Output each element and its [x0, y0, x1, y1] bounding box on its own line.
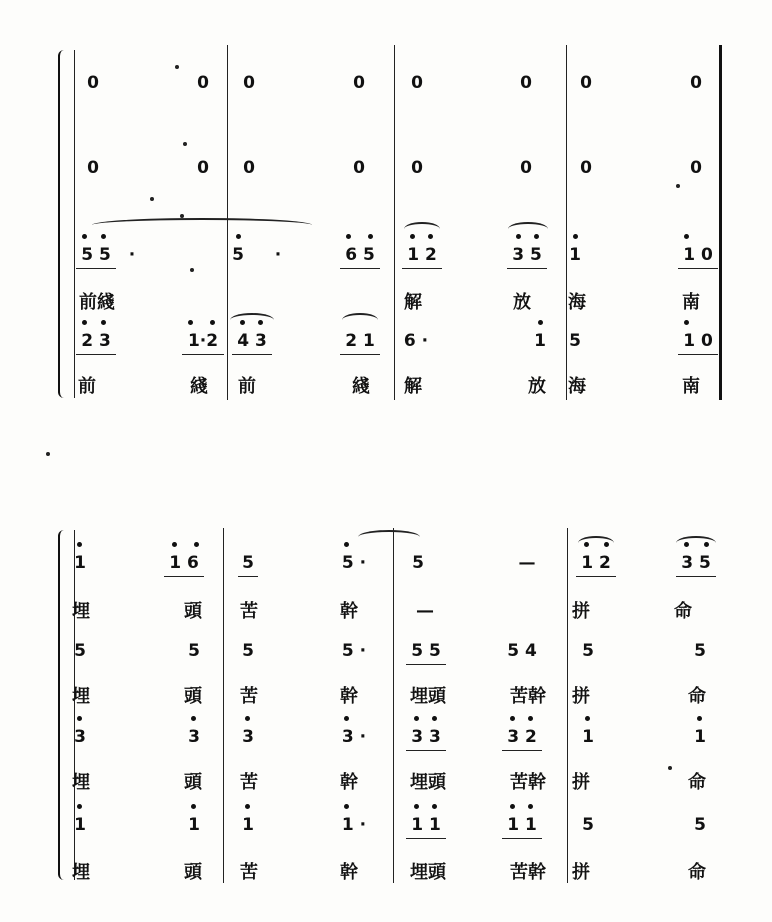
underline: [502, 750, 542, 751]
note: 1 0: [683, 331, 713, 351]
note: 1 2: [407, 245, 437, 265]
octave-dot: [191, 716, 196, 721]
print-speck: [190, 268, 194, 272]
note-row: [0, 810, 772, 840]
note: 1 1: [411, 815, 441, 835]
print-speck: [183, 142, 187, 146]
lyric-extension: —: [416, 599, 434, 621]
lyric: 南: [682, 292, 700, 313]
slur: [342, 313, 378, 327]
note: 5: [188, 641, 200, 661]
lyric: 埋: [72, 601, 90, 622]
lyric: 拼: [572, 601, 590, 622]
octave-dot: [684, 320, 689, 325]
lyric: 頭: [184, 601, 202, 622]
octave-dot: [510, 716, 515, 721]
underline: [676, 576, 716, 577]
octave-dot: [258, 320, 263, 325]
note-row: [0, 326, 772, 356]
slur: [358, 530, 420, 544]
underline: [576, 576, 616, 577]
lyric: 前綫: [79, 292, 115, 313]
note: 0: [690, 73, 702, 93]
lyric: 苦幹: [510, 686, 546, 707]
note: 0: [520, 73, 532, 93]
note: 1: [534, 331, 546, 351]
lyric: 埋: [72, 862, 90, 883]
score-system-2: [0, 500, 772, 922]
lyric: 苦: [240, 686, 258, 707]
underline: [406, 750, 446, 751]
note: 0: [411, 158, 423, 178]
lyric: 幹: [340, 601, 358, 622]
octave-dot: [432, 804, 437, 809]
octave-dot: [414, 804, 419, 809]
lyric: 埋頭: [410, 772, 446, 793]
slur: [508, 222, 548, 236]
octave-dot: [82, 234, 87, 239]
octave-dot: [516, 234, 521, 239]
octave-dot: [528, 716, 533, 721]
octave-dot: [414, 716, 419, 721]
underline: [76, 354, 116, 355]
note: 5 5: [411, 641, 441, 661]
underline: [232, 354, 272, 355]
note: 1: [242, 815, 254, 835]
note: 3 5: [681, 553, 711, 573]
note: 0: [690, 158, 702, 178]
octave-dot: [697, 716, 702, 721]
octave-dot: [584, 542, 589, 547]
lyric-row: [0, 856, 772, 886]
note: 1: [569, 245, 581, 265]
note: 1 6: [169, 553, 199, 573]
note: 0: [243, 158, 255, 178]
note: 5: [74, 641, 86, 661]
lyric: 頭: [184, 862, 202, 883]
lyric-row: [0, 286, 772, 316]
note: 2 3: [81, 331, 111, 351]
print-speck: [676, 184, 680, 188]
octave-dot: [684, 234, 689, 239]
note: 6 5: [345, 245, 375, 265]
octave-dot: [210, 320, 215, 325]
octave-dot: [368, 234, 373, 239]
lyric: 拼: [572, 772, 590, 793]
lyric: 苦: [240, 862, 258, 883]
note: 5 5: [81, 245, 111, 265]
note: 3 2: [507, 727, 537, 747]
note: 5 4: [507, 641, 537, 661]
octave-dot: [528, 804, 533, 809]
underline: [406, 838, 446, 839]
lyric: 埋: [72, 686, 90, 707]
octave-dot: [191, 804, 196, 809]
lyric: 海: [568, 376, 586, 397]
note: 0: [520, 158, 532, 178]
note: 3: [188, 727, 200, 747]
note: 3 3: [411, 727, 441, 747]
note: 5: [582, 815, 594, 835]
octave-dot: [428, 234, 433, 239]
underline: [678, 354, 718, 355]
print-speck: [150, 197, 154, 201]
lyric: 埋頭: [410, 686, 446, 707]
note: 5: [412, 553, 424, 573]
note: 1: [74, 815, 86, 835]
lyric-row: [0, 766, 772, 796]
octave-dot: [101, 234, 106, 239]
lyric: 頭: [184, 772, 202, 793]
underline: [402, 268, 442, 269]
lyric: 幹: [340, 772, 358, 793]
lyric: 綫: [352, 376, 370, 397]
note: 0: [580, 158, 592, 178]
lyric: 苦幹: [510, 862, 546, 883]
octave-dot: [172, 542, 177, 547]
slur: [230, 313, 274, 327]
print-speck: [668, 766, 672, 770]
lyric: 埋頭: [410, 862, 446, 883]
underline: [507, 268, 547, 269]
octave-dot: [410, 234, 415, 239]
octave-dot: [585, 716, 590, 721]
lyric: 命: [688, 686, 706, 707]
note-row: [0, 240, 772, 270]
lyric: 南: [682, 376, 700, 397]
lyric: 幹: [340, 862, 358, 883]
lyric-row: [0, 370, 772, 400]
octave-dot: [344, 542, 349, 547]
lyric: 綫: [190, 376, 208, 397]
lyric-row: [0, 680, 772, 710]
octave-dot: [510, 804, 515, 809]
lyric: 放: [513, 292, 531, 313]
octave-dot: [240, 320, 245, 325]
note: 5: [242, 641, 254, 661]
note: 3: [242, 727, 254, 747]
note: 2 1: [345, 331, 375, 351]
octave-dot: [77, 716, 82, 721]
lyric: 前: [78, 376, 96, 397]
note-row: [0, 548, 772, 578]
note: 0: [243, 73, 255, 93]
octave-dot: [188, 320, 193, 325]
lyric: 苦: [240, 772, 258, 793]
lyric: 海: [568, 292, 586, 313]
note-row: [0, 68, 772, 98]
lyric: 苦幹: [510, 772, 546, 793]
underline: [406, 664, 446, 665]
note: 1: [74, 553, 86, 573]
octave-dot: [236, 234, 241, 239]
lyric: 命: [674, 601, 692, 622]
note: 1 2: [581, 553, 611, 573]
octave-dot: [684, 542, 689, 547]
note: 1: [582, 727, 594, 747]
underline: [76, 268, 116, 269]
note-row: [0, 153, 772, 183]
octave-dot: [344, 716, 349, 721]
lyric: 埋: [72, 772, 90, 793]
slur: [404, 222, 440, 236]
note-row: [0, 722, 772, 752]
slur: [92, 218, 312, 232]
dot-extension: ·: [128, 245, 136, 265]
octave-dot: [245, 716, 250, 721]
note: 5 ·: [341, 553, 367, 573]
note: 5: [694, 641, 706, 661]
octave-dot: [245, 804, 250, 809]
lyric-row: [0, 595, 772, 625]
note: 1: [694, 727, 706, 747]
note: 0: [580, 73, 592, 93]
note-row: [0, 636, 772, 666]
octave-dot: [77, 804, 82, 809]
underline: [164, 576, 204, 577]
print-speck: [175, 65, 179, 69]
octave-dot: [573, 234, 578, 239]
note: 1·2: [187, 331, 219, 351]
lyric: 命: [688, 862, 706, 883]
lyric: 苦: [240, 601, 258, 622]
octave-dot: [604, 542, 609, 547]
note: 0: [87, 158, 99, 178]
note: 0: [197, 158, 209, 178]
lyric: 拼: [572, 862, 590, 883]
note: 0: [411, 73, 423, 93]
note: 6 ·: [403, 331, 429, 351]
note: 0: [353, 158, 365, 178]
lyric: 前: [238, 376, 256, 397]
octave-dot: [432, 716, 437, 721]
octave-dot: [77, 542, 82, 547]
note: 1 0: [683, 245, 713, 265]
lyric: 頭: [184, 686, 202, 707]
dot-extension: ·: [274, 245, 282, 265]
underline: [340, 268, 380, 269]
octave-dot: [534, 234, 539, 239]
octave-dot: [101, 320, 106, 325]
underline: [238, 576, 258, 577]
note: 5 ·: [341, 641, 367, 661]
note: 5: [242, 553, 254, 573]
note: 3: [74, 727, 86, 747]
octave-dot: [704, 542, 709, 547]
lyric: 命: [688, 772, 706, 793]
print-speck: [46, 452, 50, 456]
print-speck: [180, 214, 184, 218]
octave-dot: [344, 804, 349, 809]
lyric: 放: [528, 376, 546, 397]
octave-dot: [194, 542, 199, 547]
note: 1: [188, 815, 200, 835]
note: 5: [694, 815, 706, 835]
note: 5: [569, 331, 581, 351]
octave-dot: [82, 320, 87, 325]
note: 5: [232, 245, 244, 265]
underline: [340, 354, 380, 355]
underline: [182, 354, 224, 355]
sustain-dash: —: [518, 553, 536, 573]
note: 3 5: [512, 245, 542, 265]
note: 4 3: [237, 331, 267, 351]
lyric: 解: [404, 292, 422, 313]
lyric: 解: [404, 376, 422, 397]
note: 3 ·: [341, 727, 367, 747]
score-system-1: [0, 0, 772, 420]
note: 0: [353, 73, 365, 93]
lyric: 幹: [340, 686, 358, 707]
underline: [678, 268, 718, 269]
octave-dot: [346, 234, 351, 239]
lyric: 拼: [572, 686, 590, 707]
note: 0: [197, 73, 209, 93]
note: 1 1: [507, 815, 537, 835]
note: 0: [87, 73, 99, 93]
octave-dot: [538, 320, 543, 325]
underline: [502, 838, 542, 839]
note: 1 ·: [341, 815, 367, 835]
note: 5: [582, 641, 594, 661]
